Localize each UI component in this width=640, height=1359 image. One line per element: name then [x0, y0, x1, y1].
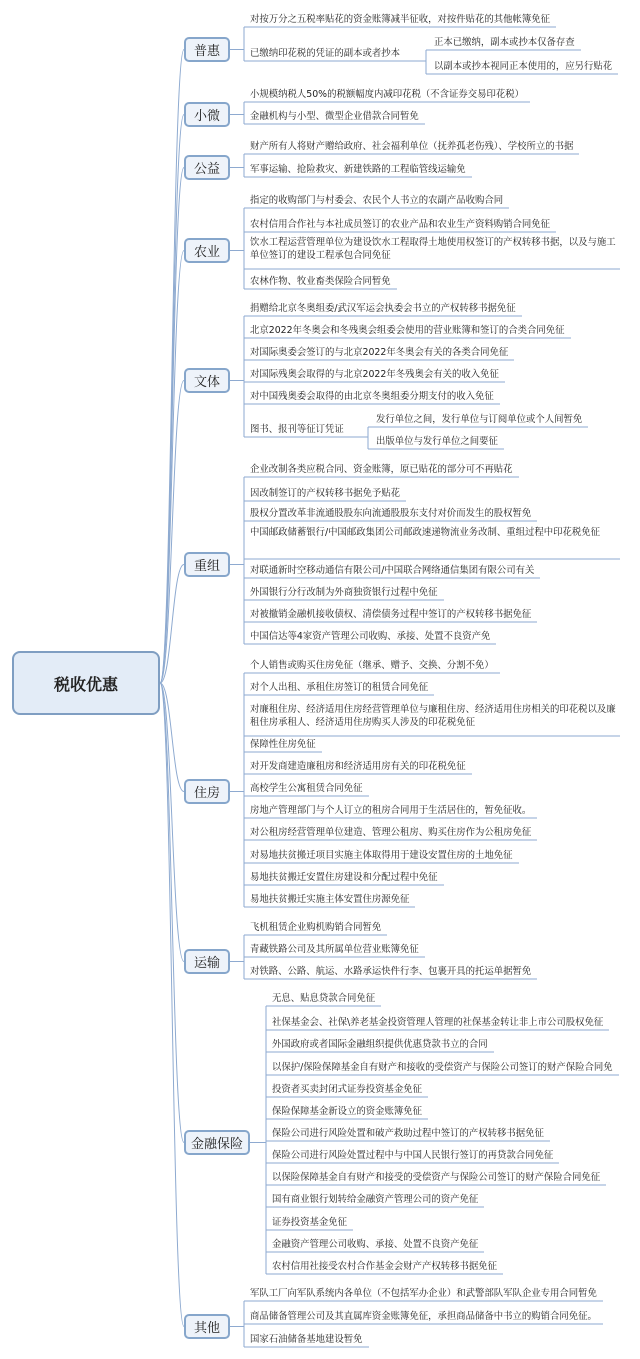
category-node: 金融保险 — [184, 1130, 250, 1155]
leaf-item: 中国邮政储蓄银行/中国邮政集团公司邮政速递物流业务改制、重组过程中印花税免征 — [250, 527, 601, 538]
leaf-item: 财产所有人将财产赠给政府、社会福利单位（抚养孤老伤残）、学校所立的书据 — [250, 141, 574, 152]
category-node: 运输 — [184, 949, 230, 974]
leaf-item: 农村信用合作社与本社成员签订的农业产品和农业生产资料购销合同免征 — [250, 219, 551, 230]
category-node: 重组 — [184, 552, 230, 577]
root-to-category-link — [160, 115, 184, 684]
category-node: 其他 — [184, 1314, 230, 1339]
leaf-item: 商品储备管理公司及其直属库资金账簿免征，承担商品储备中书立的购销合同免征。 — [250, 1311, 597, 1322]
leaf-item: 社保基金会、社保\养老基金投资管理人管理的社保基金转让非上市公司股权免征 — [272, 1017, 604, 1028]
leaf-item: 保险公司进行风险处置和破产救助过程中签订的产权转移书据免征 — [272, 1128, 544, 1139]
leaf-item: 高校学生公寓租赁合同免征 — [250, 783, 363, 794]
root-to-category-link — [160, 50, 184, 684]
leaf-item: 捐赠给北京冬奥组委/武汉军运会执委会书立的产权转移书据免征 — [250, 303, 516, 314]
leaf-item: 对个人出租、承租住房签订的租赁合同免征 — [250, 682, 429, 693]
leaf-item: 对铁路、公路、航运、水路承运快件行李、包裹开具的托运单据暂免 — [250, 966, 532, 977]
category-node: 普惠 — [184, 37, 230, 62]
leaf-item: 外国政府或者国际金融组织提供优惠贷款书立的合同 — [272, 1039, 488, 1050]
leaf-item: 国有商业银行划转给金融资产管理公司的资产免征 — [272, 1194, 479, 1205]
category-node: 住房 — [184, 779, 230, 804]
sub-leaf-item: 出版单位与发行单位之间要征 — [376, 436, 498, 447]
leaf-item: 对易地扶贫搬迁项目实施主体取得用于建设安置住房的土地免征 — [250, 850, 513, 861]
leaf-item: 军队工厂向军队系统内各单位（不包括军办企业）和武警部队军队企业专用合同暂免 — [250, 1288, 597, 1299]
leaf-item: 军事运输、抢险救灾、新建铁路的工程临管线运输免 — [250, 164, 466, 175]
leaf-item: 股权分置改革非流通股股东向流通股股东支付对价而发生的股权暂免 — [250, 508, 532, 519]
leaf-item: 因改制签订的产权转移书据免予贴花 — [250, 488, 401, 499]
leaf-item: 金融机构与小型、微型企业借款合同暂免 — [250, 111, 419, 122]
leaf-item: 小规模纳税人50%的税额幅度内减印花税（不含证券交易印花税） — [250, 89, 524, 100]
root-to-category-link — [160, 168, 184, 684]
leaf-item: 易地扶贫搬迁实施主体安置住房源免征 — [250, 894, 410, 905]
leaf-item: 对国际残奥会取得的与北京2022年冬残奥会有关的收入免征 — [250, 369, 499, 380]
leaf-item: 青藏铁路公司及其所属单位营业账簿免征 — [250, 944, 419, 955]
leaf-item: 中国信达等4家资产管理公司收购、承接、处置不良资产免 — [250, 631, 491, 642]
leaf-item: 外国银行分行改制为外商独资银行过程中免征 — [250, 587, 438, 598]
category-node: 公益 — [184, 155, 230, 180]
category-node: 文体 — [184, 368, 230, 393]
leaf-item: 保险公司进行风险处置过程中与中国人民银行签订的再贷款合同免征 — [272, 1150, 554, 1161]
leaf-item: 对联通新时空移动通信有限公司/中国联合网络通信集团有限公司有关 — [250, 565, 535, 576]
root-to-category-link — [160, 683, 184, 1327]
sub-leaf-item: 正本已缴纳，副本或抄本仅备存查 — [434, 37, 575, 48]
leaf-item: 对国际奥委会签订的与北京2022年冬奥会有关的各类合同免征 — [250, 347, 509, 358]
leaf-item: 证券投资基金免征 — [272, 1217, 348, 1228]
leaf-item: 对开发商建造廉租房和经济适用房有关的印花税免征 — [250, 761, 466, 772]
leaf-item: 个人销售或购买住房免征（继承、赠予、交换、分割不免） — [250, 660, 494, 671]
root-node: 税收优惠 — [12, 651, 160, 715]
leaf-item: 北京2022年冬奥会和冬残奥会组委会使用的营业账簿和签订的合类合同免征 — [250, 325, 565, 336]
leaf-item: 对廉租住房、经济适用住房经营管理单位与廉租住房、经济适用住房相关的印花税以及廉租住房承租人、经济适用住房购买人涉及的印花税免征 — [250, 704, 616, 728]
leaf-item: 对被撤销金融机接收债权、清偿债务过程中签订的产权转移书据免征 — [250, 609, 532, 620]
leaf-item: 房地产管理部门与个人订立的租房合同用于生活居住的，暂免征收。 — [250, 805, 532, 816]
leaf-item: 易地扶贫搬迁安置住房建设和分配过程中免征 — [250, 872, 438, 883]
leaf-item: 投资者买卖封闭式证券投资基金免征 — [272, 1084, 423, 1095]
leaf-item: 饮水工程运营管理单位为建设饮水工程取得土地使用权签订的产权转移书据，以及与施工单位签订的建设工程承包合同免征 — [250, 237, 616, 261]
leaf-item: 金融资产管理公司收购、承接、处置不良资产免征 — [272, 1239, 479, 1250]
root-to-category-link — [160, 683, 184, 1143]
leaf-item: 保障性住房免征 — [250, 739, 316, 750]
leaf-item: 企业改制各类应税合同、资金账簿，原已贴花的部分可不再贴花 — [250, 464, 513, 475]
leaf-item: 对中国残奥委会取得的由北京冬奥组委分期支付的收入免征 — [250, 391, 494, 402]
category-node: 小微 — [184, 102, 230, 127]
leaf-item: 无息、贴息贷款合同免征 — [272, 993, 376, 1004]
leaf-item: 对按万分之五税率贴花的资金账簿减半征收，对按件贴花的其他帐簿免征 — [250, 14, 551, 25]
root-to-category-link — [160, 251, 184, 684]
leaf-item: 对公租房经营管理单位建造、管理公租房、购买住房作为公租房免征 — [250, 827, 532, 838]
leaf-item: 农林作物、牧业畜类保险合同暂免 — [250, 276, 391, 287]
leaf-item: 已缴纳印花税的凭证的副本或者抄本 — [250, 48, 401, 59]
leaf-item: 国家石油储备基地建设暂免 — [250, 1334, 363, 1345]
leaf-item: 飞机租赁企业购机购销合同暂免 — [250, 922, 382, 933]
sub-leaf-item: 发行单位之间，发行单位与订阅单位或个人间暂免 — [376, 414, 583, 425]
leaf-item: 保险保障基金新设立的资金账簿免征 — [272, 1106, 423, 1117]
leaf-item: 农村信用社接受农村合作基金会财产产权转移书据免征 — [272, 1261, 498, 1272]
leaf-item: 以保护/保险保障基金自有财产和接收的受偿资产与保险公司签订的财产保险合同免 — [272, 1062, 613, 1073]
category-node: 农业 — [184, 238, 230, 263]
leaf-item: 以保险保障基金自有财产和接受的受偿资产与保险公司签订的财产保险合同免征 — [272, 1172, 601, 1183]
sub-leaf-item: 以副本或抄本视同正本使用的，应另行贴花 — [434, 61, 613, 72]
leaf-item: 指定的收购部门与村委会、农民个人书立的农副产品收购合同 — [250, 195, 504, 206]
leaf-item: 图书、报刊等征订凭证 — [250, 424, 344, 435]
